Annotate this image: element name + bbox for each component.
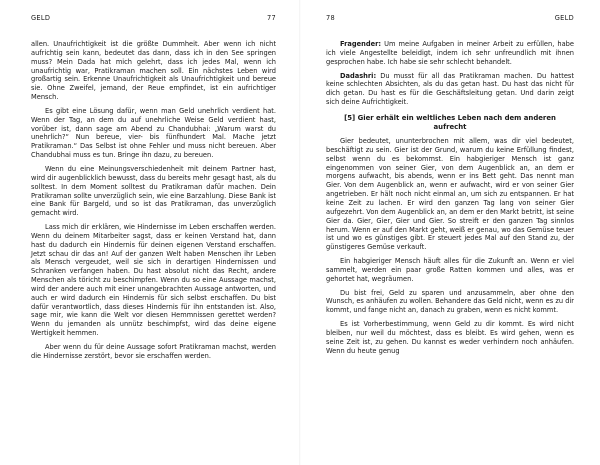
right-paragraph-4: Es ist Vorherbestimmung, wenn Geld zu dir kommt. Es wird nicht bleiben, nur weil du möchtest, dass es bleibt. Es wird gehen, wenn es seine Zeit ist, zu gehen. Du kannst es weder verhindern noch anhäufen. Wenn du heute genug: [326, 320, 574, 355]
speaker-questioner: Fragender:: [340, 40, 382, 48]
question-text: Um meine Aufgaben in meiner Arbeit zu erfüllen, habe ich viele Angestellte beleidigt, indem ich sehr unfreundlich mit ihnen gesprochen habe. Ich habe sie sehr schlecht behandelt.: [326, 40, 574, 66]
dialogue-question: [326, 40, 574, 67]
left-page-number: 77: [267, 14, 276, 22]
left-paragraph-4: Lass mich dir erklären, wie Hindernisse im Leben erschaffen werden. Wenn du deinem Mitarbeiter sagst, dass er keinen Verstand hat, dann hast du dadurch ein Hindernis für deinen eigenen Verstand erschaffen. Jetzt schau dir das an! Auf der ganzen Welt haben Menschen ihr Leben als Mensch vergeudet, weil sie sich in derartigen Hindernissen und Schranken verfangen haben. Du hast absolut nicht das Recht, andere Menschen als töricht zu beschimpfen. Wenn du so eine Aussage machst, wird der andere auch mit einer unangebrachten Aussage antworten, und auch er wird dadurch ein Hindernis für sich selbst erschaffen. Du bist dafür verantwortlich, dass dieses Hindernis für ihn entstanden ist. Also, sage mir, wie kann die Welt vor diesen Hemmnissen gerettet werden? Wenn du jemanden als unnütz beschimpfst, wird das deine eigene Wertigkeit hemmen.: [31, 223, 276, 338]
section-heading: [5] Gier erhält ein weltliches Leben nach dem anderen aufrecht: [344, 113, 556, 131]
left-running-title: GELD: [31, 14, 51, 22]
right-paragraph-1: Gier bedeutet, ununterbrochen mit allem, was dir viel bedeutet, beschäftigt zu sein. Gier ist der Grund, warum du keine Erfüllung findest, selbst wenn du es bekommst. Ein habgieriger Mensch ist ganz eingenommen von seiner Gier, von dem Augenblick an, an dem er morgens aufwacht, bis abends, wenn er ins Bett geht. Das nennt man Gier. Von dem Augenblick an, wenn er aufwacht, wird er von seiner Gier angetrieben. Er hält noch nicht einmal an, um sich zu entspannen. Er hat keine Zeit zu lachen. Er wird den ganzen Tag lang von seiner Gier aufgezehrt. Von dem Augenblick an, an dem er den Markt betritt, ist seine Gier da. Gier, Gier, Gier und Gier. So streift er den ganzen Tag sinnlos herum. Wenn er auf den Markt geht, weiß er genau, wo das Gemüse teuer ist und wo es günstiges gibt. Er steuert jedes Mal auf den Stand zu, der günstigeres Gemüse verkauft.: [326, 137, 574, 252]
left-paragraph-3: Wenn du eine Meinungsverschiedenheit mit deinem Partner hast, wird dir augenblicklich bewusst, dass du bereits mehr gesagt hast, als du solltest. In dem Moment solltest du Pratikraman dafür machen. Dein Pratikraman sollte unverzüglich sein, wie eine Barzahlung. Diese Bank ist eine Bank für Bargeld, und so ist das Pratikraman, das unverzüglich gemacht wird.: [31, 164, 276, 218]
right-page-number: 78: [326, 14, 335, 22]
right-page: [300, 0, 600, 465]
right-page-header: [326, 14, 574, 40]
right-page-body: [326, 40, 574, 356]
right-paragraph-2: Ein habgieriger Mensch häuft alles für die Zukunft an. Wenn er viel sammelt, werden ein paar große Ratten kommen und alles, was er gehortet hat, wegräumen.: [326, 257, 574, 283]
left-paragraph-5: Aber wenn du für deine Aussage sofort Pratikraman machst, werden die Hindernisse zerstört, bevor sie erschaffen werden.: [31, 343, 276, 360]
speaker-dadashri: Dadashri:: [340, 71, 377, 80]
left-page-body: [31, 40, 276, 361]
left-paragraph-1: allen. Unaufrichtigkeit ist die größte Dummheit. Aber wenn ich nicht aufrichtig sein kann, bedeutet das dann, dass ich in den See springen muss? Mein Dada hat mich gelehrt, dass ich jedes Mal, wenn ich unaufrichtig war, Pratikraman machen soll. Ein nächstes Leben wird großartig sein. Erkenne Unaufrichtigkeit als Unaufrichtigkeit und bereue sie. Ohne Zweifel, jemand, der Reue empfindet, ist ein aufrichtiger Mensch.: [31, 40, 276, 102]
left-paragraph-2: Es gibt eine Lösung dafür, wenn man Geld unehrlich verdient hat. Wenn der Tag, an dem du auf unehrliche Weise Geld verdient hast, vorüber ist, dann sage am Abend zu Chandubhai: „Warum warst du unehrlich?“ Nun bereue, vier- bis fünfhundert Mal. Mache jetzt Pratikraman.“ Das Selbst ist ohne Fehler und muss nicht bereuen. Aber Chandubhai muss es tun. Bringe ihn dazu, zu bereuen.: [31, 106, 276, 160]
dialogue-answer: [326, 72, 574, 107]
answer-text: Du musst für all das Pratikraman machen. Du hattest keine schlechten Absichten, als du das getan hast. Du hast das nicht für dich getan. Du hast es für die Geschäftsleitung getan. Und darin zeigt sich deine Aufrichtigkeit.: [326, 71, 574, 107]
left-page-header: [31, 14, 276, 40]
right-running-title: GELD: [554, 14, 574, 22]
right-paragraph-3: Du bist frei, Geld zu sparen und anzusammeln, aber ohne den Wunsch, es anhäufen zu wollen. Behandere das Geld nicht, wenn es zu dir kommt, und fange nicht an, danach zu graben, wenn es nicht kommt.: [326, 288, 574, 315]
